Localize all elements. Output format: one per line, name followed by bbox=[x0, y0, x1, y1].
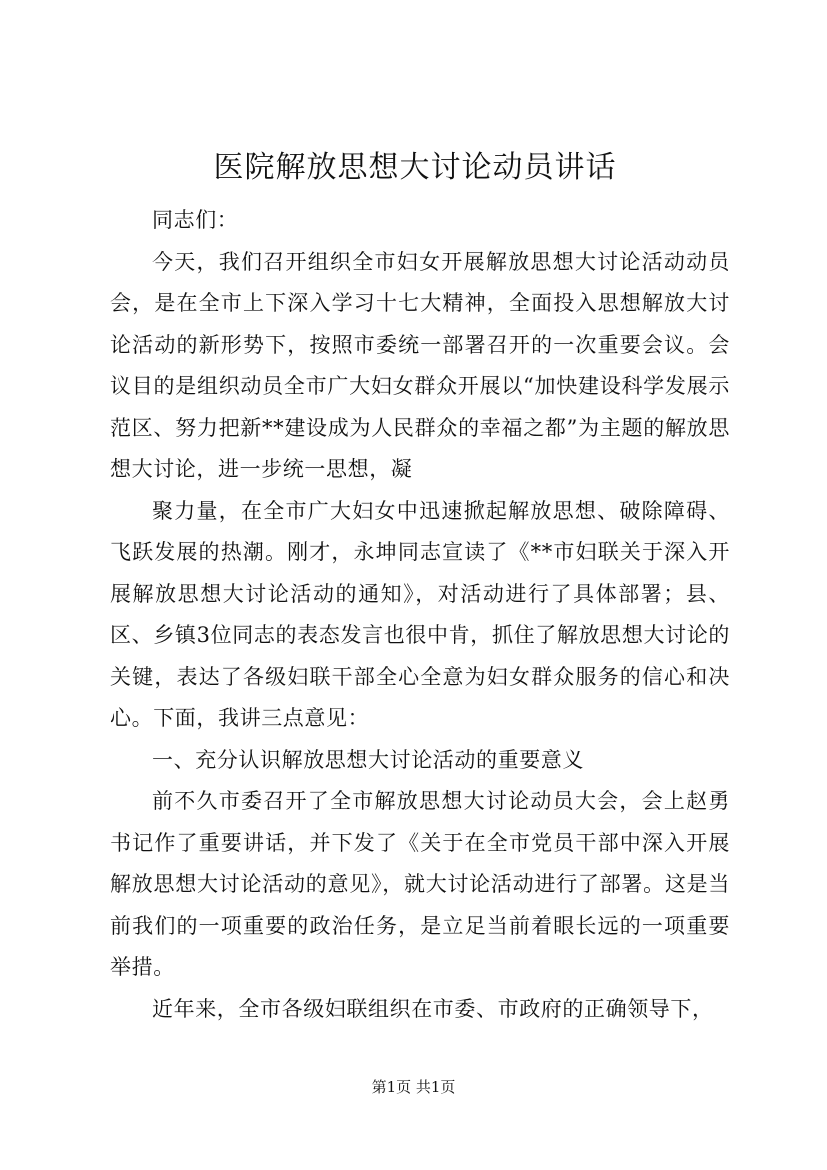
document-title: 医院解放思想大讨论动员讲话 bbox=[213, 150, 617, 185]
body-paragraph-2: 聚力量，在全市广大妇女中迅速掀起解放思想、破除障碍、飞跃发展的热潮。刚才，永坤同志宣读了《**市妇联关于深入开展解放思想大讨论活动的通知》，对活动进行了具体部署；县、区、乡镇3位同志的表态发言也很中肯，抓住了解放思想大讨论的关键，表达了各级妇联干部全心全意为妇女群众服务的信心和决心。下面，我讲三点意见： bbox=[110, 498, 730, 730]
salutation-paragraph: 同志们： bbox=[152, 208, 239, 232]
document-body bbox=[110, 200, 730, 1030]
body-paragraph-1: 今天，我们召开组织全市妇女开展解放思想大讨论活动动员会，是在全市上下深入学习十七大精神，全面投入思想解放大讨论活动的新形势下，按照市委统一部署召开的一次重要会议。会议目的是组织动员全市广大妇女群众开展以“加快建设科学发展示范区、努力把新**建设成为人民群众的幸福之都”为主题的解放思想大讨论，进一步统一思想，凝 bbox=[110, 249, 730, 481]
section-heading-1: 一、充分认识解放思想大讨论活动的重要意义 bbox=[152, 747, 584, 772]
body-paragraph-3: 前不久市委召开了全市解放思想大讨论动员大会，会上赵勇书记作了重要讲话，并下发了《关于在全市党员干部中深入开展解放思想大讨论活动的意见》，就大讨论活动进行了部署。这是当前我们的一项重要的政治任务，是立足当前着眼长远的一项重要举措。 bbox=[110, 789, 730, 979]
body-paragraph-4: 近年来，全市各级妇联组织在市委、市政府的正确领导下， bbox=[152, 996, 714, 1021]
page-footer: 第1页 共1页 bbox=[371, 1078, 456, 1096]
